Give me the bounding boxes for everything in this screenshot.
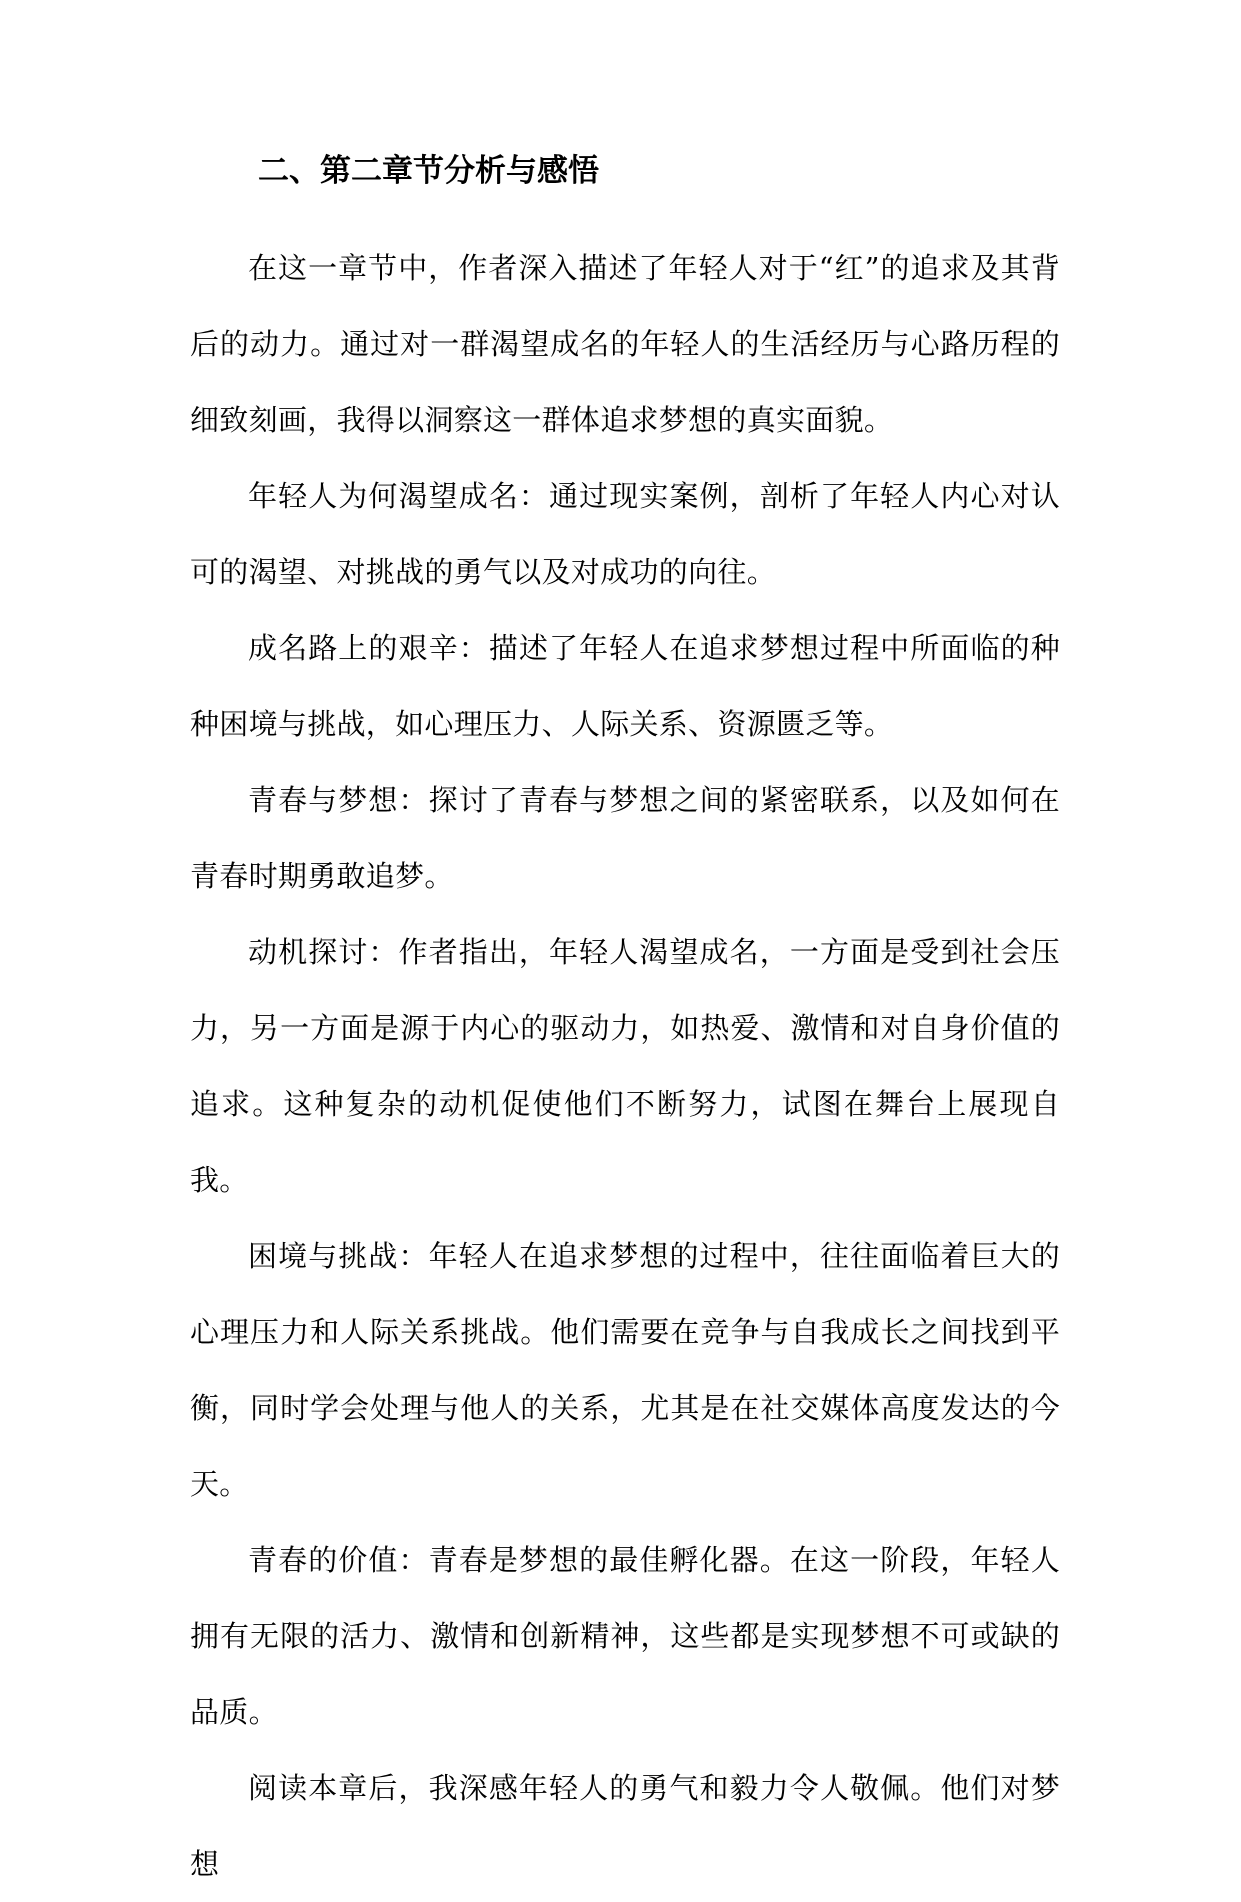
paragraph-youth-value: 青春的价值：青春是梦想的最佳孵化器。在这一阶段，年轻人拥有无限的活力、激情和创新精神，这些都是实现梦想不可或缺的品质。 <box>190 1543 1060 1729</box>
paragraph-challenges: 困境与挑战：年轻人在追求梦想的过程中，往往面临着巨大的心理压力和人际关系挑战。他们需要在竞争与自我成长之间找到平衡，同时学会处理与他人的关系，尤其是在社交媒体高度发达的今天。 <box>190 1239 1060 1501</box>
section-heading: 二、第二章节分析与感悟 <box>258 153 599 189</box>
paragraph-why-fame: 年轻人为何渴望成名：通过现实案例，剖析了年轻人内心对认可的渴望、对挑战的勇气以及对成功的向往。 <box>190 479 1060 589</box>
paragraph-youth-dreams: 青春与梦想：探讨了青春与梦想之间的紧密联系，以及如何在青春时期勇敢追梦。 <box>190 783 1060 893</box>
paragraph-reflection: 阅读本章后，我深感年轻人的勇气和毅力令人敬佩。他们对梦想 <box>190 1771 1060 1881</box>
paragraph-intro: 在这一章节中，作者深入描述了年轻人对于“红”的追求及其背后的动力。通过对一群渴望成名的年轻人的生活经历与心路历程的细致刻画，我得以洞察这一群体追求梦想的真实面貌。 <box>190 251 1060 437</box>
body-text <box>190 230 1060 1902</box>
paragraph-motivation: 动机探讨：作者指出，年轻人渴望成名，一方面是受到社会压力，另一方面是源于内心的驱动力，如热爱、激情和对自身价值的追求。这种复杂的动机促使他们不断努力，试图在舞台上展现自我。 <box>190 935 1060 1197</box>
paragraph-hardships: 成名路上的艰辛：描述了年轻人在追求梦想过程中所面临的种种困境与挑战，如心理压力、人际关系、资源匮乏等。 <box>190 631 1060 741</box>
